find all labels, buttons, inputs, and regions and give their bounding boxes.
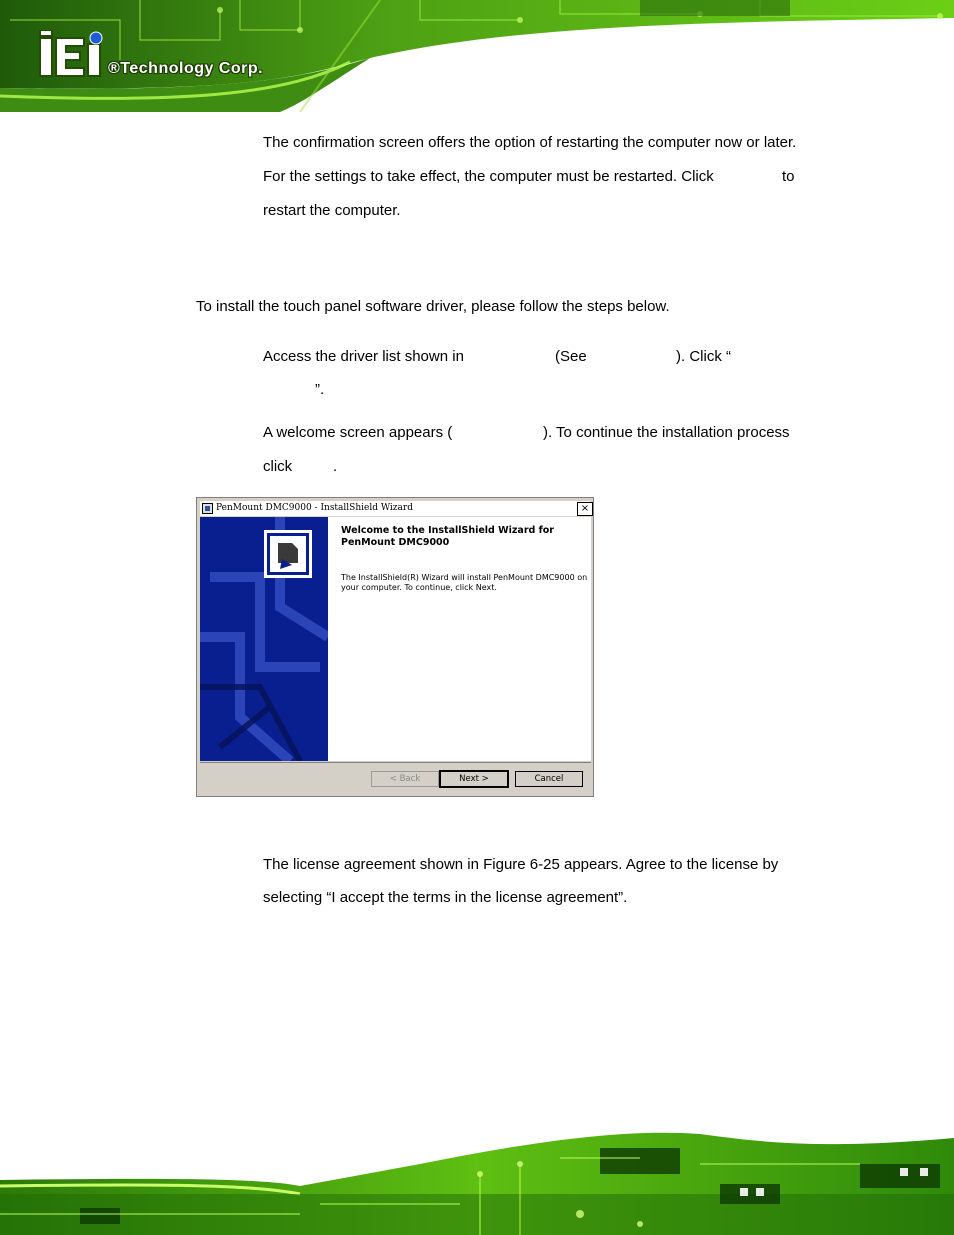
step-access-part2: (See: [555, 348, 587, 365]
step-welcome-part1: A welcome screen appears (: [263, 424, 453, 441]
paragraph-license-line1: The license agreement shown in Figure 6-25 appears. Agree to the license by: [263, 856, 779, 873]
paragraph-intro: To install the touch panel software driver, please follow the steps below.: [196, 298, 670, 315]
close-button[interactable]: ×: [577, 502, 593, 516]
step-access-part1: Access the driver list shown in: [263, 348, 464, 365]
cancel-button[interactable]: Cancel: [515, 771, 583, 787]
wizard-content: [328, 517, 591, 761]
iei-logo: [38, 30, 108, 85]
back-button[interactable]: < Back: [371, 771, 439, 787]
paragraph-confirmation-line2a: For the settings to take effect, the computer must be restarted. Click: [263, 168, 714, 185]
installer-app-icon: [202, 503, 213, 514]
circuit-board-footer: [0, 1124, 954, 1235]
step-welcome-part4: .: [333, 458, 338, 475]
step-access-part3: ). Click “: [676, 348, 731, 365]
installshield-dialog: [196, 497, 594, 797]
dialog-title: PenMount DMC9000 - InstallShield Wizard: [216, 503, 413, 513]
step-welcome-part2: ). To continue the installation process: [543, 424, 790, 441]
paragraph-license-line2: selecting “I accept the terms in the license agreement”.: [263, 889, 628, 906]
dialog-titlebar: [200, 501, 590, 516]
wizard-side-banner: [200, 517, 328, 761]
paragraph-confirmation-line1: The confirmation screen offers the option of restarting the computer now or later.: [263, 134, 797, 151]
step-welcome-part3: click: [263, 458, 293, 475]
circuit-board-banner: [0, 0, 954, 112]
paragraph-confirmation-line2b: to: [782, 168, 795, 185]
wizard-button-bar: [200, 762, 591, 795]
step-access-part4: ”.: [315, 381, 325, 398]
welcome-heading: Welcome to the InstallShield Wizard for PenMount DMC9000: [341, 525, 554, 548]
next-button[interactable]: Next >: [440, 771, 508, 787]
page-header: [0, 0, 954, 112]
page-footer: [0, 1124, 954, 1235]
brand-name: ®Technology Corp.: [108, 60, 264, 77]
paragraph-confirmation-line3: restart the computer.: [263, 202, 401, 219]
welcome-description: The InstallShield(R) Wizard will install PenMount DMC9000 on your computer. To continue, click Next.: [341, 573, 588, 592]
